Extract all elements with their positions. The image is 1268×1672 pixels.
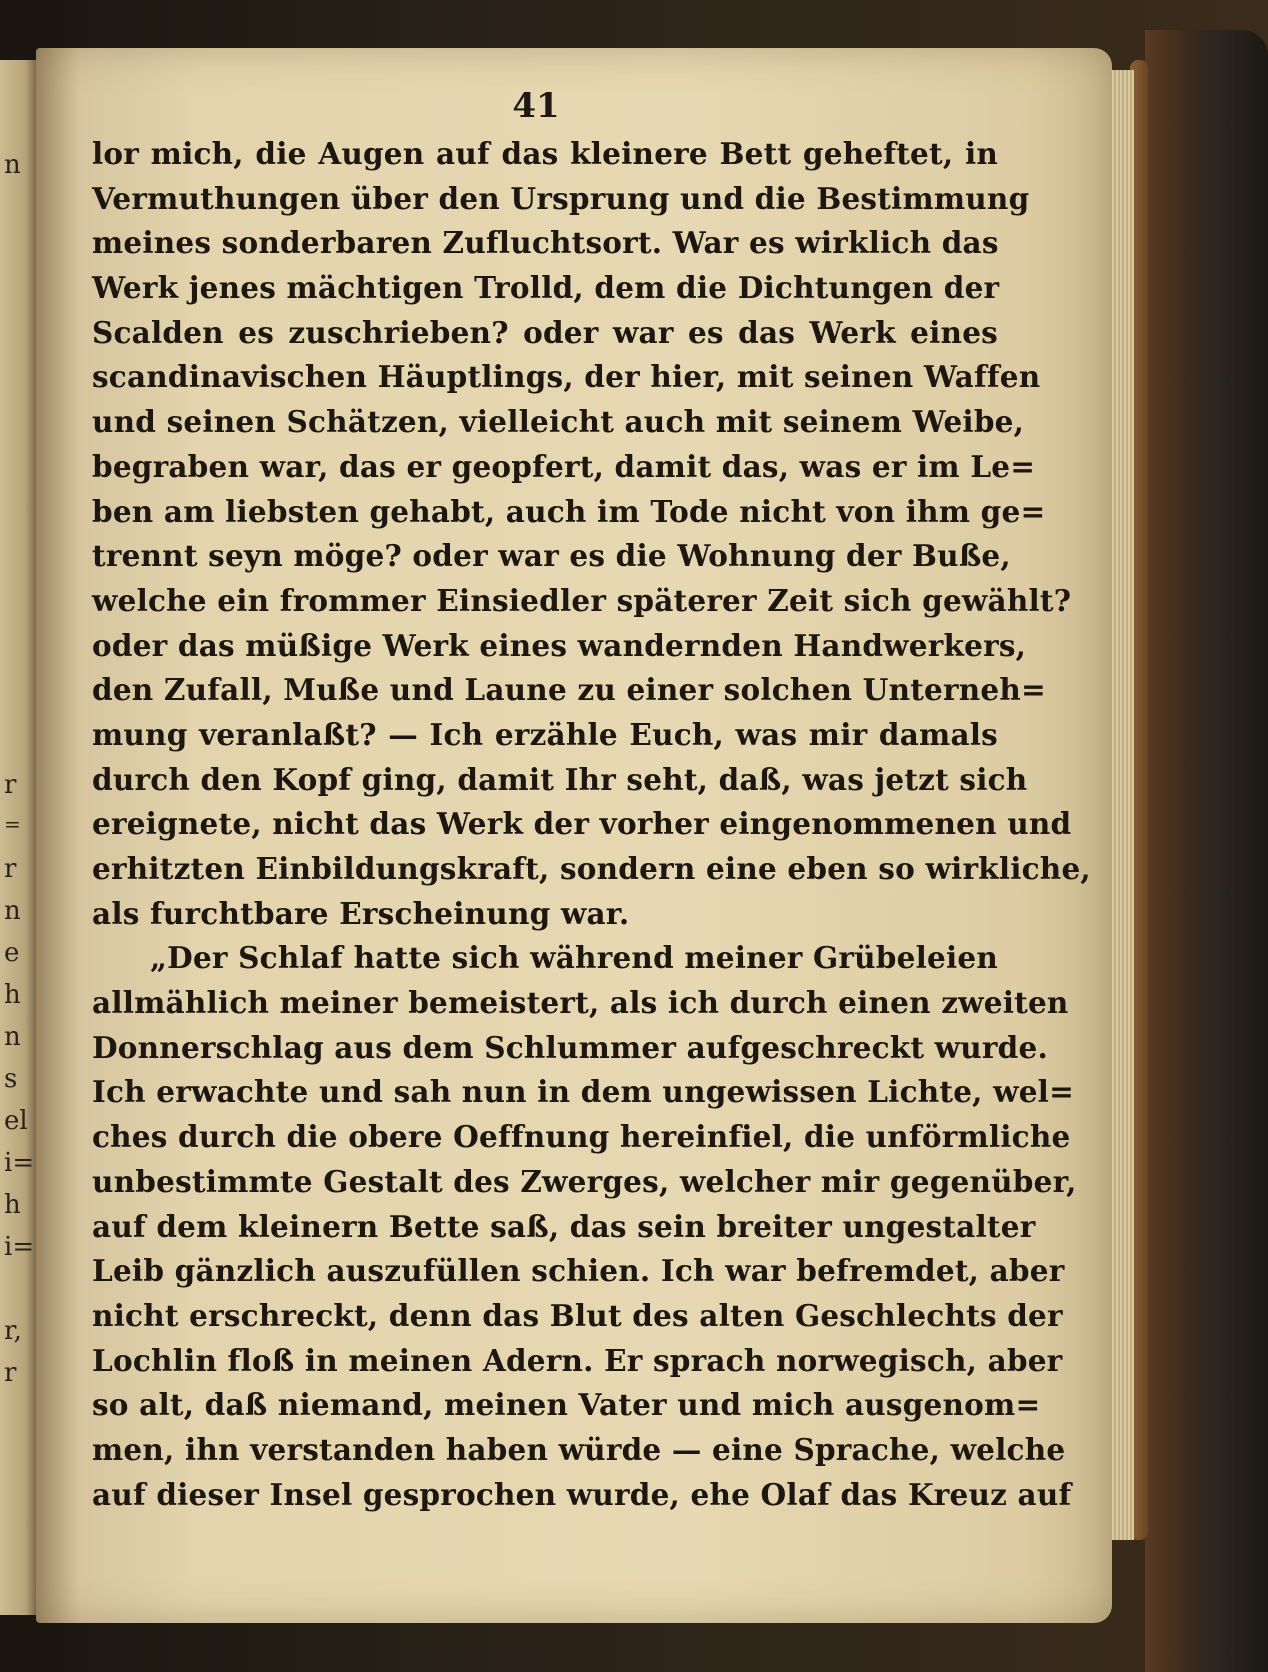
text-line: „Der Schlaf hatte sich während meiner Grübeleien — [150, 940, 998, 976]
fragment: e — [4, 938, 20, 968]
text-line: Vermuthungen über den Ursprung und die Bestimmung — [92, 180, 1030, 216]
fragment: h — [4, 1190, 21, 1220]
text-line: als furchtbare Erscheinung war. — [92, 895, 630, 931]
page-text — [92, 132, 1091, 1517]
fragment: r, — [4, 1316, 22, 1346]
text-line: so alt, daß niemand, meinen Vater und mich ausgenom= — [92, 1387, 1041, 1423]
fragment: i= — [4, 1232, 35, 1262]
text-line: begraben war, das er geopfert, damit das, was er im Le= — [92, 448, 1036, 484]
text-line: Ich erwachte und sah nun in dem ungewissen Lichte, wel= — [92, 1074, 1075, 1110]
page-number: 41 — [512, 86, 560, 126]
fragment: el — [4, 1106, 28, 1136]
text-line: nicht erschreckt, denn das Blut des alten Geschlechts der — [92, 1297, 1063, 1333]
text-line: Scalden es zuschrieben? oder war es das Werk eines — [92, 314, 998, 350]
text-line: auf dieser Insel gesprochen wurde, ehe Olaf das Kreuz auf — [92, 1476, 1072, 1512]
text-line: mung veranlaßt? — Ich erzähle Euch, was mir damals — [92, 716, 998, 752]
text-line: unbestimmte Gestalt des Zwerges, welcher mir gegenüber, — [92, 1163, 1077, 1199]
text-line: oder das müßige Werk eines wandernden Handwerkers, — [92, 627, 1027, 663]
text-line: Werk jenes mächtigen Trolld, dem die Dichtungen der — [92, 270, 1000, 306]
fragment: h — [4, 980, 21, 1010]
text-line: erhitzten Einbildungskraft, sondern eine eben so wirkliche, — [92, 851, 1091, 886]
text-line: ereignete, nicht das Werk der vorher eingenommenen und — [92, 806, 1072, 842]
book-cover — [1145, 30, 1268, 1672]
text-line: meines sonderbaren Zufluchtsort. War es wirklich das — [92, 225, 999, 261]
text-line: men, ihn verstanden haben würde — eine Sprache, welche — [92, 1431, 1066, 1467]
fragment: r — [4, 854, 17, 884]
fragment: = — [4, 812, 21, 836]
text-line: ches durch die obere Oeffnung hereinfiel, die unförmliche — [92, 1119, 1071, 1155]
text-line: allmählich meiner bemeistert, als ich durch einen zweiten — [92, 985, 1069, 1021]
text-line: Donnerschlag aus dem Schlummer aufgeschreckt wurde. — [92, 1029, 1048, 1065]
text-line: trennt seyn möge? oder war es die Wohnung der Buße, — [92, 538, 1011, 574]
previous-page-fragments — [2, 60, 35, 1615]
fragment: n — [4, 1022, 21, 1052]
book-page — [36, 48, 1112, 1623]
text-line: lor mich, die Augen auf das kleinere Bett geheftet, in — [92, 136, 998, 171]
previous-page-edge — [0, 60, 36, 1615]
fragment: s — [4, 1064, 18, 1094]
fragment: n — [4, 150, 21, 180]
text-line: auf dem kleinern Bette saß, das sein breiter ungestalter — [92, 1208, 1036, 1244]
fragment: r — [4, 1358, 17, 1388]
fragment: r — [4, 770, 17, 800]
text-line: durch den Kopf ging, damit Ihr seht, daß, was jetzt sich — [92, 761, 1028, 797]
text-line: den Zufall, Muße und Laune zu einer solchen Unterneh= — [92, 672, 1046, 708]
text-line: scandinavischen Häuptlings, der hier, mit seinen Waffen — [92, 359, 1041, 395]
fragment: i= — [4, 1148, 35, 1178]
text-line: Lochlin floß in meinen Adern. Er sprach norwegisch, aber — [92, 1342, 1063, 1378]
fragment: n — [4, 896, 21, 926]
text-line: ben am liebsten gehabt, auch im Tode nicht von ihm ge= — [92, 493, 1046, 529]
text-line: und seinen Schätzen, vielleicht auch mit seinem Weibe, — [92, 404, 1025, 440]
text-line: welche ein frommer Einsiedler späterer Zeit sich gewählt? — [92, 582, 1072, 618]
text-line: Leib gänzlich auszufüllen schien. Ich war befremdet, aber — [92, 1253, 1065, 1289]
